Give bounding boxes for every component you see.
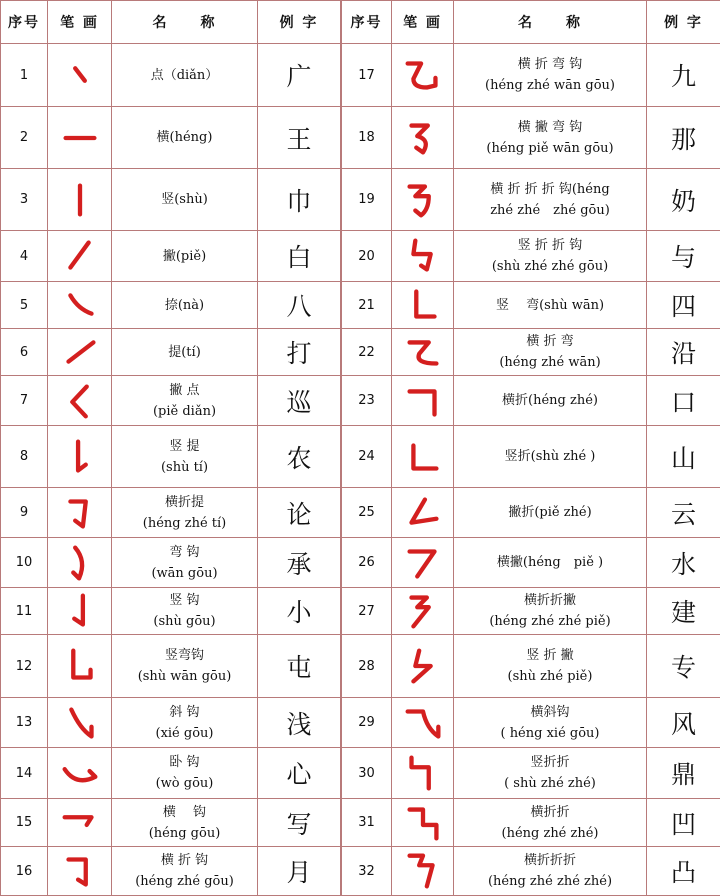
stroke-name	[112, 588, 258, 635]
stroke-name	[112, 329, 258, 376]
table-row	[1, 635, 341, 698]
shuti-stroke-icon	[55, 434, 105, 480]
stroke-name-line1: 横 折 弯 钩	[454, 54, 646, 75]
example-char: 山	[647, 426, 720, 488]
table-row	[1, 588, 341, 635]
stroke-name-line1: 横 折 折 折 钩(héng	[454, 179, 646, 200]
table-row	[342, 748, 720, 799]
stroke-name-line1: 撇折(piě zhé)	[454, 502, 646, 523]
stroke-name-line1: 点（diǎn）	[112, 65, 257, 86]
table-row	[342, 329, 720, 376]
stroke-name-line1: 竖 弯(shù wān)	[454, 295, 646, 316]
header-stroke: 笔 画	[392, 1, 454, 44]
stroke-index: 19	[342, 169, 392, 231]
stroke-name-line2: (héng zhé zhé)	[454, 823, 646, 844]
stroke-cell	[392, 426, 454, 488]
stroke-table-left	[0, 0, 341, 896]
shu-stroke-icon	[55, 177, 105, 223]
hengzhegou-stroke-icon	[55, 848, 105, 894]
example-char: 王	[258, 107, 341, 169]
stroke-name	[454, 488, 647, 538]
hengzhezhezhegou-stroke-icon	[398, 177, 448, 223]
stroke-name-line1: 横 折 钩	[112, 850, 257, 871]
table-row	[1, 847, 341, 896]
stroke-name-line1: 竖 折 折 钩	[454, 235, 646, 256]
stroke-name-line2: (héng zhé zhé zhé)	[454, 871, 646, 892]
na-stroke-icon	[55, 282, 105, 328]
example-char: 屯	[258, 635, 341, 698]
stroke-name-line2: (shù tí)	[112, 457, 257, 478]
ti-stroke-icon	[55, 329, 105, 375]
header-row	[1, 1, 341, 44]
stroke-index: 24	[342, 426, 392, 488]
example-char: 与	[647, 231, 720, 282]
stroke-name	[112, 799, 258, 847]
stroke-name-line1: 捺(nà)	[112, 295, 257, 316]
stroke-cell	[392, 488, 454, 538]
header-index: 序号	[1, 1, 48, 44]
stroke-index: 1	[1, 44, 48, 107]
stroke-name	[454, 44, 647, 107]
stroke-cell	[48, 588, 112, 635]
shuwangou-stroke-icon	[55, 643, 105, 689]
stroke-name-line2: (wān gōu)	[112, 563, 257, 584]
stroke-cell	[392, 44, 454, 107]
table-row	[342, 538, 720, 588]
example-char: 专	[647, 635, 720, 698]
stroke-index: 10	[1, 538, 48, 588]
stroke-index: 12	[1, 635, 48, 698]
stroke-index: 18	[342, 107, 392, 169]
stroke-index: 27	[342, 588, 392, 635]
header-row	[342, 1, 720, 44]
example-char: 鼎	[647, 748, 720, 799]
stroke-cell	[48, 847, 112, 896]
stroke-index: 30	[342, 748, 392, 799]
table-row	[1, 799, 341, 847]
table-row	[342, 426, 720, 488]
example-char: 水	[647, 538, 720, 588]
stroke-cell	[48, 538, 112, 588]
stroke-cell	[392, 231, 454, 282]
stroke-name-line1: 横(héng)	[112, 127, 257, 148]
stroke-index: 4	[1, 231, 48, 282]
example-char: 口	[647, 376, 720, 426]
hengzhe-stroke-icon	[398, 378, 448, 424]
stroke-name	[454, 329, 647, 376]
stroke-name-line1: 横折(héng zhé)	[454, 390, 646, 411]
stroke-index: 5	[1, 282, 48, 329]
wogou-stroke-icon	[55, 750, 105, 796]
table-row	[342, 376, 720, 426]
stroke-table-right	[341, 0, 720, 896]
stroke-index: 13	[1, 698, 48, 748]
stroke-index: 31	[342, 799, 392, 847]
stroke-cell	[392, 329, 454, 376]
stroke-name-line1: 横折折折	[454, 850, 646, 871]
stroke-name	[454, 231, 647, 282]
stroke-index: 11	[1, 588, 48, 635]
stroke-name-line2: (héng zhé wān gōu)	[454, 75, 646, 96]
stroke-name-line1: 横撇(héng piě )	[454, 552, 646, 573]
stroke-index: 17	[342, 44, 392, 107]
stroke-index: 9	[1, 488, 48, 538]
hengxiegou-stroke-icon	[398, 700, 448, 746]
stroke-name-line2: (shù zhé zhé gōu)	[454, 256, 646, 277]
header-name: 名 称	[454, 1, 647, 44]
stroke-cell	[48, 376, 112, 426]
stroke-name	[454, 376, 647, 426]
stroke-name-line1: 弯 钩	[112, 542, 257, 563]
table-row	[1, 488, 341, 538]
hengzhewan-stroke-icon	[398, 329, 448, 375]
example-char: 风	[647, 698, 720, 748]
stroke-name-line1: 竖折(shù zhé )	[454, 446, 646, 467]
heng-stroke-icon	[55, 115, 105, 161]
example-char: 奶	[647, 169, 720, 231]
example-char: 凹	[647, 799, 720, 847]
hengpie-stroke-icon	[398, 540, 448, 586]
stroke-index: 2	[1, 107, 48, 169]
stroke-name	[112, 748, 258, 799]
stroke-name	[454, 169, 647, 231]
stroke-name	[454, 426, 647, 488]
table-row	[342, 231, 720, 282]
stroke-cell	[48, 231, 112, 282]
example-char: 四	[647, 282, 720, 329]
table-row	[342, 799, 720, 847]
hengzhezhezhe-stroke-icon	[398, 848, 448, 894]
stroke-cell	[48, 169, 112, 231]
pie-stroke-icon	[55, 233, 105, 279]
table-row	[342, 588, 720, 635]
hengzhezhepie-stroke-icon	[398, 588, 448, 634]
henggou-stroke-icon	[55, 800, 105, 846]
example-char: 承	[258, 538, 341, 588]
stroke-name	[112, 847, 258, 896]
stroke-name-line1: 斜 钩	[112, 702, 257, 723]
table-row	[342, 169, 720, 231]
stroke-cell	[392, 282, 454, 329]
stroke-name	[112, 169, 258, 231]
header-example: 例 字	[258, 1, 341, 44]
stroke-name-line2: (wò gōu)	[112, 773, 257, 794]
shugou-stroke-icon	[55, 588, 105, 634]
example-char: 巾	[258, 169, 341, 231]
example-char: 论	[258, 488, 341, 538]
stroke-name	[112, 376, 258, 426]
stroke-name	[112, 698, 258, 748]
stroke-index: 29	[342, 698, 392, 748]
stroke-name-line2: (héng zhé wān)	[454, 352, 646, 373]
stroke-name-line2: (piě diǎn)	[112, 401, 257, 422]
stroke-cell	[48, 329, 112, 376]
stroke-cell	[392, 799, 454, 847]
table-row	[1, 748, 341, 799]
stroke-cell	[392, 635, 454, 698]
stroke-index: 21	[342, 282, 392, 329]
stroke-name-line2: (shù gōu)	[112, 611, 257, 632]
example-char: 广	[258, 44, 341, 107]
table-row	[342, 488, 720, 538]
example-char: 巡	[258, 376, 341, 426]
stroke-name-line2: zhé zhé zhé gōu)	[454, 200, 646, 221]
stroke-index: 23	[342, 376, 392, 426]
hengzheti-stroke-icon	[55, 490, 105, 536]
table-row	[342, 282, 720, 329]
stroke-index: 7	[1, 376, 48, 426]
shuzhezhegou-stroke-icon	[398, 233, 448, 279]
stroke-name-line2: (héng zhé gōu)	[112, 871, 257, 892]
stroke-name	[112, 231, 258, 282]
stroke-index: 26	[342, 538, 392, 588]
stroke-index: 25	[342, 488, 392, 538]
stroke-index: 28	[342, 635, 392, 698]
piedian-stroke-icon	[55, 378, 105, 424]
stroke-name-line1: 横折折	[454, 802, 646, 823]
stroke-name	[112, 426, 258, 488]
shuzhe-stroke-icon	[398, 434, 448, 480]
table-row	[342, 698, 720, 748]
stroke-name-line2: ( shù zhé zhé)	[454, 773, 646, 794]
stroke-name-line1: 横斜钩	[454, 702, 646, 723]
stroke-index: 16	[1, 847, 48, 896]
stroke-name-line1: 竖 钩	[112, 590, 257, 611]
table-row	[1, 698, 341, 748]
stroke-cell	[48, 635, 112, 698]
stroke-cell	[392, 107, 454, 169]
stroke-name-line2: ( héng xié gōu)	[454, 723, 646, 744]
table-row	[1, 376, 341, 426]
stroke-cell	[48, 44, 112, 107]
example-char: 凸	[647, 847, 720, 896]
example-char: 打	[258, 329, 341, 376]
example-char: 九	[647, 44, 720, 107]
stroke-name	[454, 635, 647, 698]
stroke-name	[454, 588, 647, 635]
stroke-cell	[392, 698, 454, 748]
stroke-name-line1: 卧 钩	[112, 752, 257, 773]
table-row	[1, 107, 341, 169]
example-char: 云	[647, 488, 720, 538]
stroke-cell	[48, 488, 112, 538]
stroke-name	[112, 635, 258, 698]
stroke-name-line1: 竖 提	[112, 436, 257, 457]
stroke-cell	[48, 698, 112, 748]
table-row	[1, 169, 341, 231]
stroke-index: 14	[1, 748, 48, 799]
stroke-name	[454, 847, 647, 896]
stroke-cell	[392, 588, 454, 635]
stroke-name-line2: (héng gōu)	[112, 823, 257, 844]
stroke-name	[112, 44, 258, 107]
table-row	[1, 282, 341, 329]
example-char: 白	[258, 231, 341, 282]
stroke-cell	[48, 282, 112, 329]
example-char: 农	[258, 426, 341, 488]
stroke-index: 20	[342, 231, 392, 282]
stroke-name-line1: 横折提	[112, 492, 257, 513]
stroke-name	[454, 107, 647, 169]
hengzhewangou-stroke-icon	[398, 52, 448, 98]
stroke-cell	[48, 107, 112, 169]
example-char: 建	[647, 588, 720, 635]
stroke-name-line2: (xié gōu)	[112, 723, 257, 744]
stroke-name-line1: 提(tí)	[112, 342, 257, 363]
header-stroke: 笔 画	[48, 1, 112, 44]
stroke-name-line1: 横 钩	[112, 802, 257, 823]
table-row	[1, 426, 341, 488]
stroke-name	[112, 538, 258, 588]
wangou-stroke-icon	[55, 540, 105, 586]
stroke-name-line1: 横 撇 弯 钩	[454, 117, 646, 138]
stroke-name-line2: (shù zhé piě)	[454, 666, 646, 687]
stroke-cell	[392, 376, 454, 426]
shuzhezhe-stroke-icon	[398, 750, 448, 796]
example-char: 小	[258, 588, 341, 635]
stroke-name-line2: (héng zhé tí)	[112, 513, 257, 534]
stroke-name	[112, 488, 258, 538]
table-row	[342, 107, 720, 169]
stroke-name-line1: 竖 折 撇	[454, 645, 646, 666]
stroke-cell	[392, 748, 454, 799]
example-char: 浅	[258, 698, 341, 748]
stroke-cell	[48, 426, 112, 488]
table-row	[342, 847, 720, 896]
stroke-name	[454, 538, 647, 588]
stroke-name	[112, 282, 258, 329]
stroke-name	[454, 748, 647, 799]
stroke-cell	[392, 538, 454, 588]
stroke-index: 32	[342, 847, 392, 896]
stroke-name-line2: (héng piě wān gōu)	[454, 138, 646, 159]
hengzhezhe-stroke-icon	[398, 800, 448, 846]
stroke-name-line1: 竖(shù)	[112, 189, 257, 210]
stroke-name-line1: 竖折折	[454, 752, 646, 773]
table-row	[342, 44, 720, 107]
stroke-cell	[392, 169, 454, 231]
stroke-index: 8	[1, 426, 48, 488]
stroke-name	[454, 698, 647, 748]
hengpiewangou-stroke-icon	[398, 115, 448, 161]
stroke-index: 22	[342, 329, 392, 376]
shuzhepie-stroke-icon	[398, 643, 448, 689]
piezhe-stroke-icon	[398, 490, 448, 536]
stroke-index: 6	[1, 329, 48, 376]
dian-stroke-icon	[55, 52, 105, 98]
example-char: 心	[258, 748, 341, 799]
stroke-cell	[392, 847, 454, 896]
shuwan-stroke-icon	[398, 282, 448, 328]
stroke-name-line1: 竖弯钩	[112, 645, 257, 666]
stroke-name-line2: (héng zhé zhé piě)	[454, 611, 646, 632]
stroke-cell	[48, 799, 112, 847]
xiegou-stroke-icon	[55, 700, 105, 746]
stroke-name	[454, 282, 647, 329]
stroke-name-line2: (shù wān gōu)	[112, 666, 257, 687]
stroke-cell	[48, 748, 112, 799]
table-row	[1, 329, 341, 376]
stroke-name-line1: 横 折 弯	[454, 331, 646, 352]
example-char: 那	[647, 107, 720, 169]
table-row	[342, 635, 720, 698]
table-row	[1, 44, 341, 107]
stroke-name-line1: 撇 点	[112, 380, 257, 401]
stroke-index: 15	[1, 799, 48, 847]
example-char: 月	[258, 847, 341, 896]
stroke-name-line1: 撇(piě)	[112, 246, 257, 267]
stroke-name	[454, 799, 647, 847]
example-char: 写	[258, 799, 341, 847]
stroke-name-line1: 横折折撇	[454, 590, 646, 611]
stroke-index: 3	[1, 169, 48, 231]
example-char: 沿	[647, 329, 720, 376]
table-row	[1, 231, 341, 282]
stroke-name	[112, 107, 258, 169]
example-char: 八	[258, 282, 341, 329]
header-name: 名 称	[112, 1, 258, 44]
table-row	[1, 538, 341, 588]
header-index: 序号	[342, 1, 392, 44]
header-example: 例 字	[647, 1, 720, 44]
